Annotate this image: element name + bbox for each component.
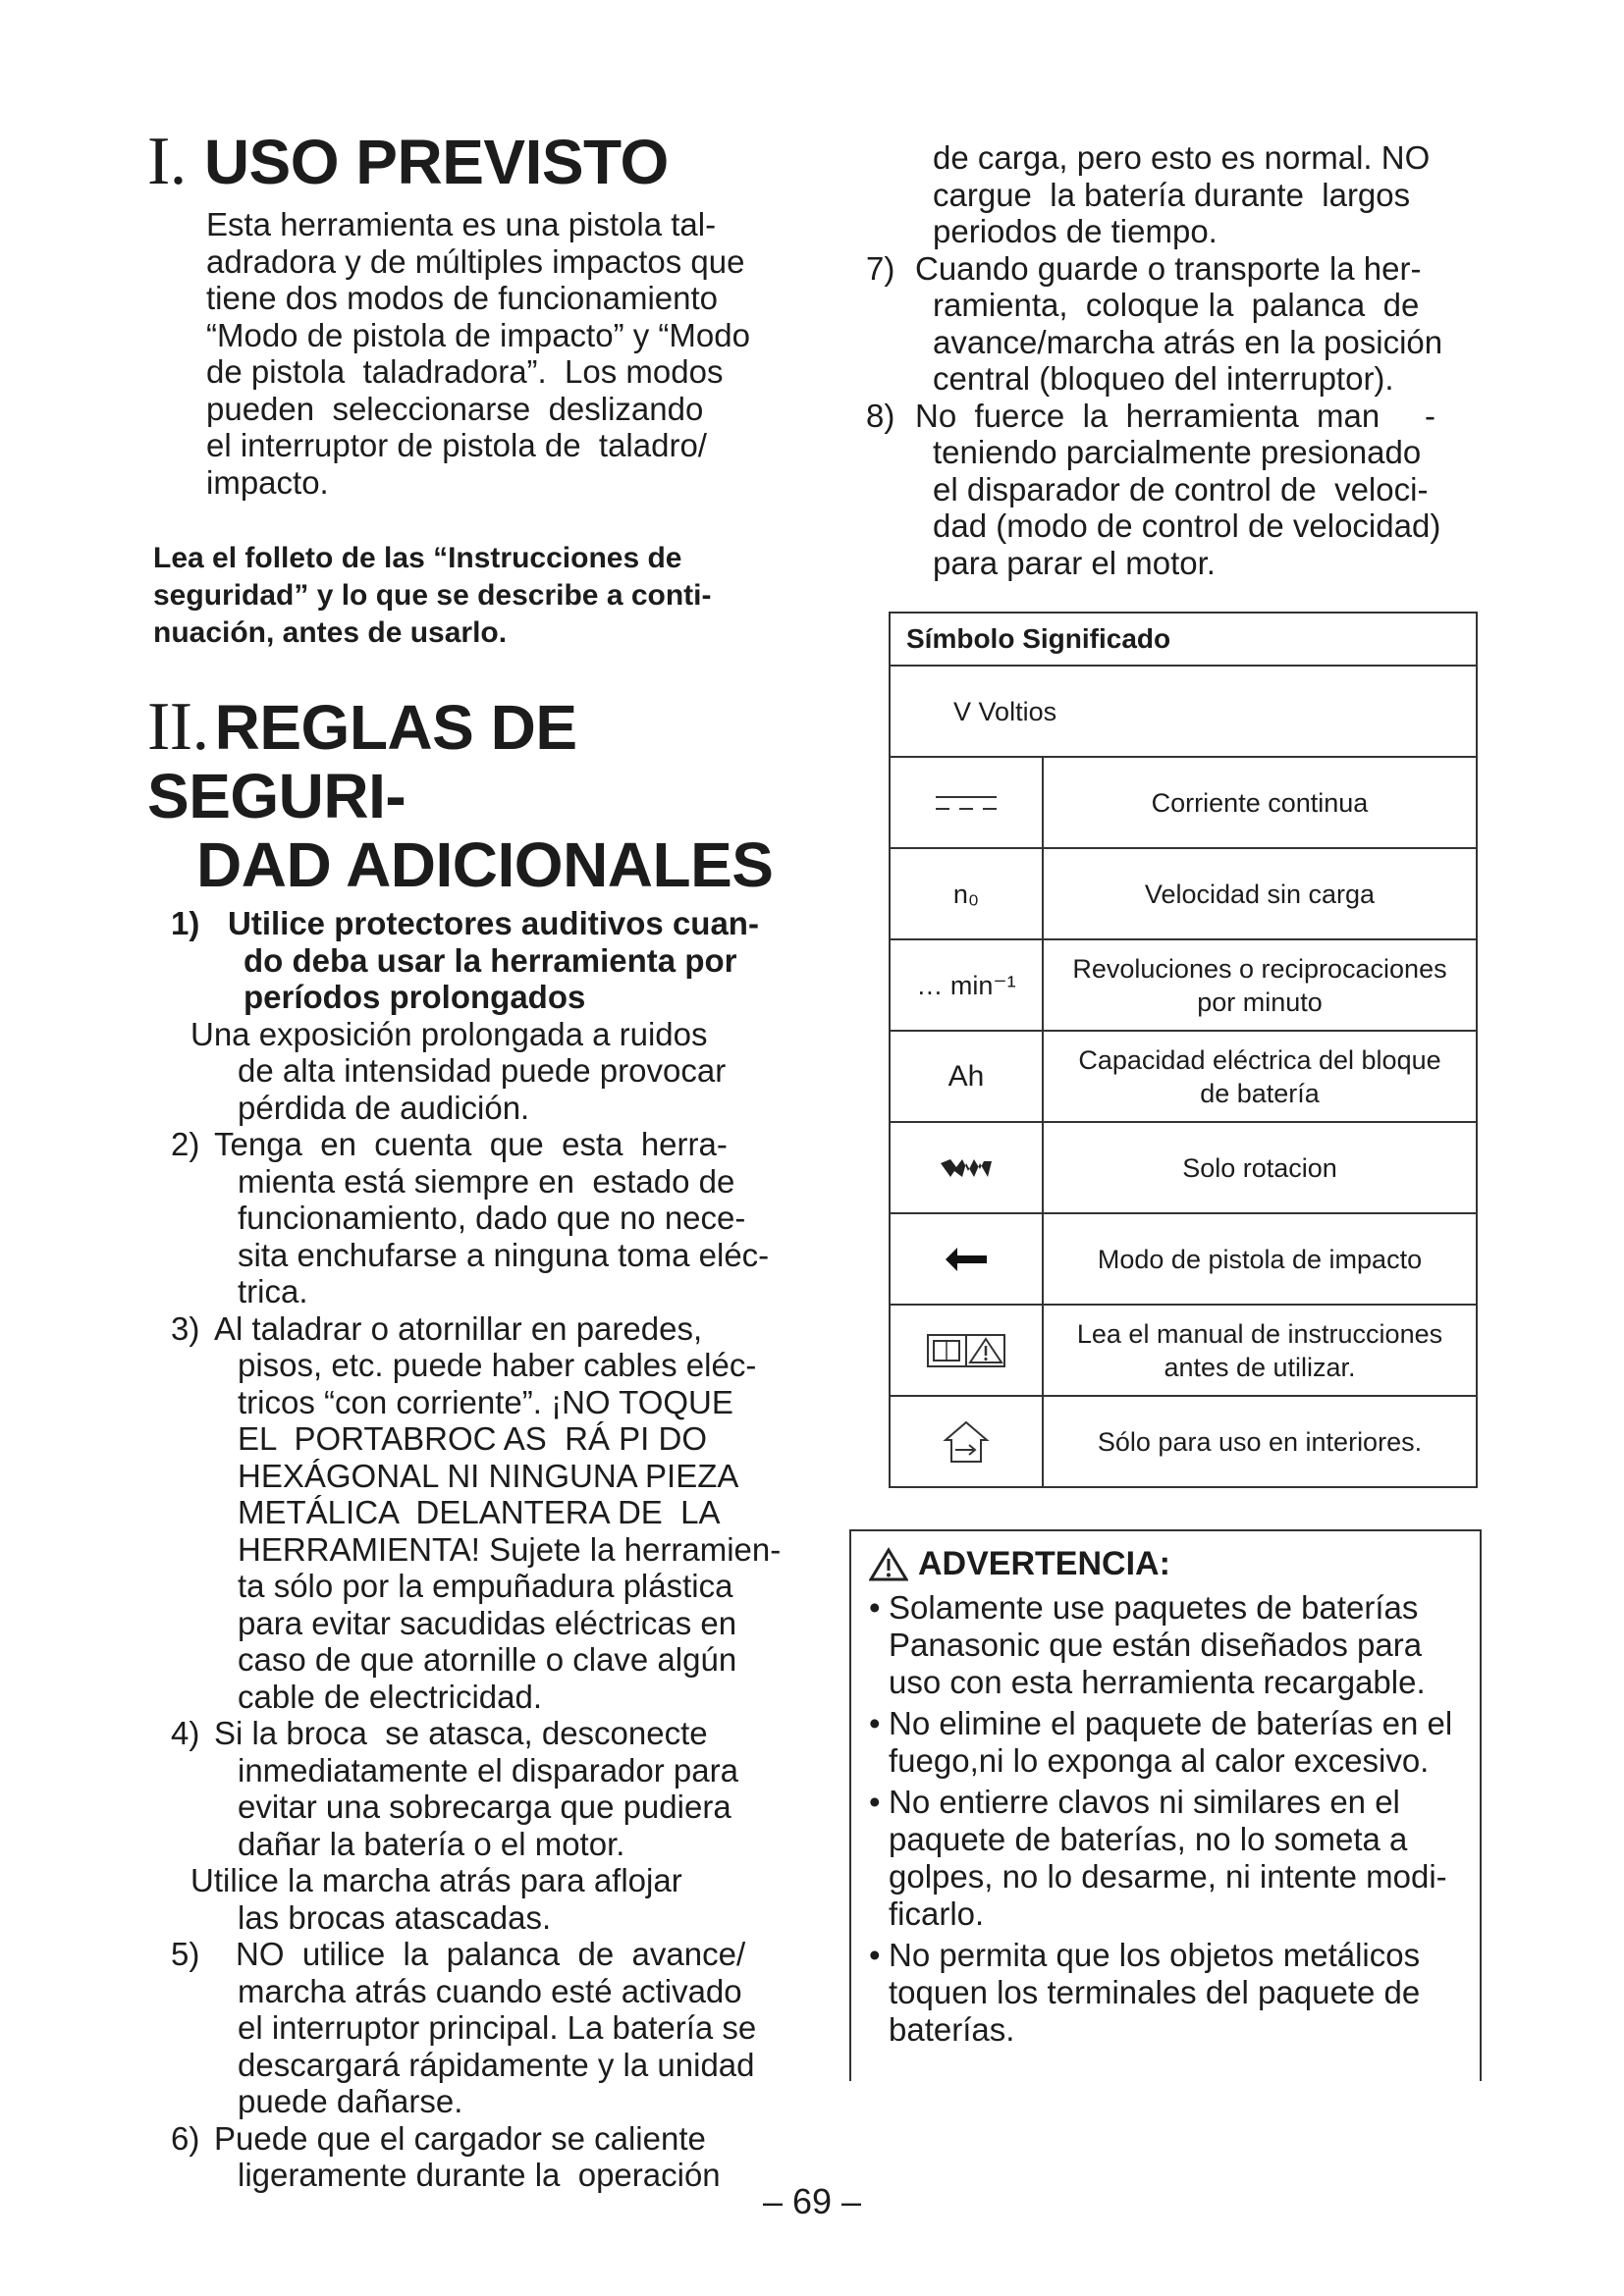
rule-item-6-continued: de carga, pero esto es normal. NO cargue la batería durante largos periodos de tiempo. xyxy=(933,139,1431,249)
symbol-row-rotation: Solo rotacion xyxy=(890,1122,1477,1213)
warning-item-4: • No permita que los objetos metálicos toquen los terminales del paquete de baterías. xyxy=(869,1937,1421,2048)
left-column xyxy=(147,124,835,2194)
symbol-row-ah: Ah Capacidad eléctrica del bloque de batería xyxy=(890,1031,1477,1122)
warning-triangle-icon xyxy=(869,1547,908,1582)
rule-item-6: 6) Puede que el cargador se caliente ligeramente durante la operación xyxy=(171,2119,721,2193)
rule-item-3: 3) Al taladrar o atornillar en paredes, pisos, etc. puede haber cables eléc- tricos “con corriente”. ¡NO TOQUE EL PORTABROC AS RÁ PI DO HEXÁGONAL NI NINGUNA PIEZA METÁLICA DELANTERA DE LA HERRAMIENTA! Sujete la herramien- ta sólo por la empuñadura plástica para evitar sacudidas eléctricas en caso de que atornille o clave algún cable de electricidad. xyxy=(171,1309,782,1715)
warning-title: ADVERTENCIA: xyxy=(869,1545,1480,1583)
warning-item-3: • No entierre clavos ni similares en el paquete de baterías, no lo someta a golpes, no lo desarme, ni intente modi- ficarlo. xyxy=(869,1784,1447,1932)
rule-item-2: 2) Tenga en cuenta que esta herra- mienta está siempre en estado de funcionamiento, dado que no nece- sita enchufarse a ninguna toma eléc- trica. xyxy=(171,1126,770,1309)
symbol-row-rpm: … min⁻¹ Revoluciones o reciprocaciones por minuto xyxy=(890,939,1477,1031)
section-2-heading: II.REGLAS DE SEGURI- DAD ADICIONALES xyxy=(147,689,774,900)
safety-notice: Lea el folleto de las “Instrucciones de seguridad” y lo que se describe a conti- nuación, antes de usarlo. xyxy=(153,542,712,649)
symbol-row-volts: V Voltios xyxy=(890,666,1477,757)
symbol-row-manual: Lea el manual de instrucciones antes de utilizar. xyxy=(890,1305,1477,1396)
dc-current-icon xyxy=(890,757,1043,848)
rule-item-8: 8) No fuerce la herramienta man - teniendo parcialmente presionado el disparador de control de veloci- dad (modo de control de velocidad) para parar el motor. xyxy=(866,397,1441,581)
warning-item-1: • Solamente use paquetes de baterías Panasonic que están diseñados para uso con esta herramienta recargable. xyxy=(869,1589,1426,1700)
symbol-row-no-load-speed: n₀ Velocidad sin carga xyxy=(890,848,1477,939)
page-number: – 69 – xyxy=(762,2181,862,2221)
symbol-table xyxy=(889,612,1478,1488)
rule-item-5: 5) NO utilice la palanca de avance/ marcha atrás cuando esté activado el interruptor principal. La batería se descargará rápidamente y la unidad puede dañarse. xyxy=(171,1936,757,2119)
symbol-row-impact: Modo de pistola de impacto xyxy=(890,1213,1477,1305)
rule-item-7: 7) Cuando guarde o transporte la her- ramienta, coloque la palanca de avance/marcha atrás en la posición central (bloqueo del interruptor). xyxy=(866,249,1443,397)
impact-mode-icon xyxy=(890,1213,1043,1305)
indoor-use-icon xyxy=(890,1396,1043,1487)
right-column xyxy=(844,139,1492,581)
symbol-table-header: Símbolo Significado xyxy=(890,613,1477,666)
symbol-row-indoor: Sólo para uso en interiores. xyxy=(890,1396,1477,1487)
section-1-intro: Esta herramienta es una pistola tal- adradora y de múltiples impactos que tiene dos modos de funcionamiento “Modo de pistola de impacto” y “Modo de pistola taladradora”. Los modos pueden seleccionarse deslizando el interruptor de pistola de taladro/ impacto. xyxy=(206,206,750,501)
read-manual-icon xyxy=(890,1305,1043,1396)
rotation-only-icon xyxy=(890,1122,1043,1213)
warning-box xyxy=(849,1529,1482,2081)
rule-item-1: 1) Utilice protectores auditivos cuan- do deba usar la herramienta por períodos prolongados xyxy=(171,905,759,1015)
warning-item-2: • No elimine el paquete de baterías en el fuego,ni lo exponga al calor excesivo. xyxy=(869,1705,1453,1779)
section-1-heading: I. USO PREVISTO xyxy=(147,124,669,199)
rule-item-4: 4) Si la broca se atasca, desconecte inmediatamente el disparador para evitar una sobrecarga que pudiera dañar la batería o el motor. xyxy=(171,1715,738,1862)
safety-rules-list: 1) Utilice protectores auditivos cuan- do deba usar la herramienta por períodos prolongados Una exposición prolongada a ruidos de alta intensidad puede provocar pérdida de audición. 2) Tenga en cuenta que esta herra- mienta está siempre en estado de funcionamiento, dado que no nece- sita enchufarse a ninguna toma eléc- trica. 3) Al taladrar o atornillar en paredes, pisos, etc. puede haber cables eléc- tricos “con corriente”. ¡NO TOQUE EL PORTABROC AS RÁ PI DO HEXÁGONAL NI NINGUNA PIEZA METÁLICA DELANTERA DE LA HERRAMIENTA! Sujete la herramien- ta sólo por la empuñadura plástica para evitar sacudidas eléctricas en caso de que atornille o clave algún cable de electricidad. 4) Si la broca se atasca, desconecte inmediatamente el disparador para evitar una sobrecarga que pudiera dañar la batería o el motor. Utilice la marcha atrás para aflojar las brocas atascadas. 5) NO utilice la palanca de avance/ marcha atrás cuando esté activado el interruptor principal. La batería se descargará rápidamente y la unidad puede dañarse. 6) Puede que el cargador se caliente ligeramente durante la operación xyxy=(147,905,835,2194)
symbol-row-dc: Corriente continua xyxy=(890,757,1477,848)
